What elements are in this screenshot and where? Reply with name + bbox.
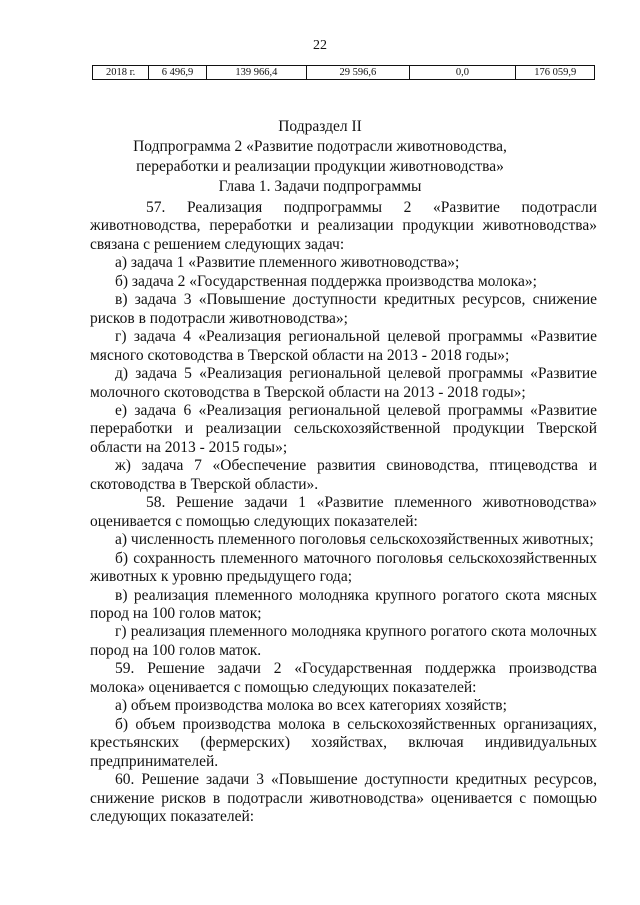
list-item: б) задача 2 «Государственная поддержка производства молока»;	[115, 272, 537, 290]
chapter-title: Глава 1. Задачи подпрограммы	[218, 178, 422, 195]
table-cell: 6 496,9	[149, 66, 206, 80]
list-item: б) объем производства молока в сельскохозяйственных организациях, крестьянских (фермерских) хозяйствах, включая индивидуальных предпринимателей.	[90, 715, 597, 770]
subsection-title: Подраздел II	[278, 118, 362, 135]
document-body	[90, 199, 597, 826]
list-item: а) объем производства молока во всех категориях хозяйств;	[115, 697, 507, 715]
subprogram-title-line2: переработки и реализации продукции животноводства»	[136, 158, 504, 175]
list-item: д) задача 5 «Реализация региональной целевой программы «Развитие молочного скотоводства в Тверской области на 2013 - 2018 годы»;	[90, 365, 597, 401]
paragraph-58: 58. Решение задачи 1 «Развитие племенного животноводства» оценивается с помощью следующих показателей:	[90, 494, 597, 530]
list-item: г) задача 4 «Реализация региональной целевой программы «Развитие мясного скотоводства в Тверской области на 2013 - 2018 годы»;	[90, 328, 597, 364]
table-cell-year: 2018 г.	[93, 66, 149, 80]
table-cell: 139 966,4	[206, 66, 307, 80]
paragraph-60: 60. Решение задачи 3 «Повышение доступности кредитных ресурсов, снижение рисков в подотрасли животноводства» оценивается с помощью следующих показателей:	[90, 771, 597, 825]
list-item: в) задача 3 «Повышение доступности кредитных ресурсов, снижение рисков в подотрасли животноводства»;	[90, 291, 597, 327]
subprogram-title-line1: Подпрограмма 2 «Развитие подотрасли животноводства,	[133, 138, 507, 155]
list-item: б) сохранность племенного маточного поголовья сельскохозяйственных животных к уровню предыдущего года;	[90, 549, 597, 586]
continued-table-row	[92, 65, 595, 80]
list-item: в) реализация племенного молодняка крупного рогатого скота мясных пород на 100 голов маток;	[90, 586, 597, 622]
section-headings	[0, 117, 640, 197]
table-cell: 0,0	[409, 66, 516, 80]
table-row	[93, 66, 595, 80]
paragraph-57: 57. Реализация подпрограммы 2 «Развитие подотрасли животноводства, переработки и реализации продукции животноводства» связана с решением следующих задач:	[90, 199, 597, 253]
page-number: 22	[313, 38, 327, 53]
list-item: ж) задача 7 «Обеспечение развития свиноводства, птицеводства и скотоводства в Тверской области».	[90, 457, 597, 493]
paragraph-59: 59. Решение задачи 2 «Государственная поддержка производства молока» оценивается с помощью следующих показателей:	[90, 660, 597, 696]
list-item: е) задача 6 «Реализация региональной целевой программы «Развитие переработки и реализации сельскохозяйственной продукции Тверской области на 2013 - 2015 годы»;	[90, 401, 597, 456]
list-item: а) численность племенного поголовья сельскохозяйственных животных;	[115, 531, 594, 549]
table-cell-total: 176 059,9	[516, 66, 595, 80]
list-item: г) реализация племенного молодняка крупного рогатого скота молочных пород на 100 голов маток.	[90, 623, 597, 659]
list-item: а) задача 1 «Развитие племенного животноводства»;	[115, 254, 460, 272]
table-cell: 29 596,6	[307, 66, 409, 80]
